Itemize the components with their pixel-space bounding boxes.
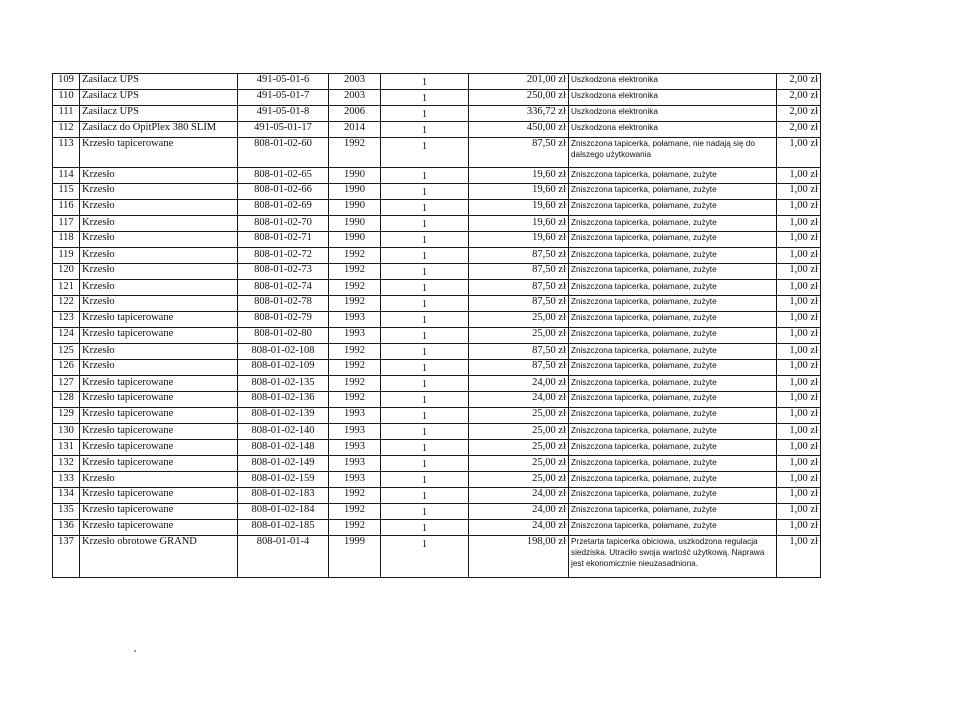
initial-value: 19,60 zł [469, 184, 569, 200]
quantity: 1 [381, 424, 469, 440]
sale-price: 2,00 zł [777, 74, 821, 90]
initial-value: 25,00 zł [469, 440, 569, 456]
item-name: Krzesło tapicerowane [80, 520, 238, 536]
table-row [53, 200, 821, 216]
quantity: 1 [381, 138, 469, 168]
initial-value: 87,50 zł [469, 296, 569, 312]
item-name: Krzesło [80, 360, 238, 376]
quantity: 1 [381, 440, 469, 456]
initial-value: 87,50 zł [469, 138, 569, 168]
item-name: Krzesło [80, 248, 238, 264]
row-number: 127 [53, 376, 80, 392]
inventory-number: 808-01-02-78 [238, 296, 329, 312]
condition-reason: Zniszczona tapicerka, połamane, zużyte [569, 280, 777, 296]
row-number: 120 [53, 264, 80, 280]
sale-price: 1,00 zł [777, 264, 821, 280]
initial-value: 19,60 zł [469, 232, 569, 248]
row-number: 129 [53, 408, 80, 424]
condition-reason: Zniszczona tapicerka, połamane, zużyte [569, 168, 777, 184]
inventory-number: 808-01-02-79 [238, 312, 329, 328]
inventory-number: 808-01-02-73 [238, 264, 329, 280]
inventory-number: 491-05-01-17 [238, 122, 329, 138]
table-row [53, 520, 821, 536]
condition-reason: Zniszczona tapicerka, połamane, zużyte [569, 408, 777, 424]
initial-value: 198,00 zł [469, 536, 569, 578]
table-row [53, 440, 821, 456]
row-number: 128 [53, 392, 80, 408]
item-name: Krzesło [80, 344, 238, 360]
sale-price: 1,00 zł [777, 440, 821, 456]
inventory-number: 808-01-02-69 [238, 200, 329, 216]
initial-value: 19,60 zł [469, 200, 569, 216]
sale-price: 1,00 zł [777, 184, 821, 200]
condition-reason: Uszkodzona elektronika [569, 74, 777, 90]
acquisition-year: 1990 [329, 200, 381, 216]
condition-reason: Zniszczona tapicerka, połamane, zużyte [569, 472, 777, 488]
sale-price: 1,00 zł [777, 472, 821, 488]
inventory-number: 808-01-02-70 [238, 216, 329, 232]
sale-price: 1,00 zł [777, 328, 821, 344]
item-name: Zasilacz do OpitPlex 380 SLIM [80, 122, 238, 138]
initial-value: 336,72 zł [469, 106, 569, 122]
item-name: Krzesło [80, 232, 238, 248]
row-number: 116 [53, 200, 80, 216]
initial-value: 250,00 zł [469, 90, 569, 106]
acquisition-year: 2006 [329, 106, 381, 122]
sale-price: 1,00 zł [777, 168, 821, 184]
quantity: 1 [381, 168, 469, 184]
condition-reason: Zniszczona tapicerka, połamane, nie nadają się do dalszego użytkowania [569, 138, 777, 168]
table-row [53, 90, 821, 106]
inventory-number: 808-01-02-71 [238, 232, 329, 248]
acquisition-year: 1993 [329, 328, 381, 344]
initial-value: 87,50 zł [469, 360, 569, 376]
inventory-number: 808-01-02-135 [238, 376, 329, 392]
acquisition-year: 2014 [329, 122, 381, 138]
quantity: 1 [381, 536, 469, 578]
initial-value: 24,00 zł [469, 488, 569, 504]
acquisition-year: 1990 [329, 184, 381, 200]
sale-price: 1,00 zł [777, 488, 821, 504]
quantity: 1 [381, 312, 469, 328]
row-number: 136 [53, 520, 80, 536]
inventory-table [52, 73, 821, 578]
sale-price: 1,00 zł [777, 536, 821, 578]
quantity: 1 [381, 200, 469, 216]
condition-reason: Zniszczona tapicerka, połamane, zużyte [569, 520, 777, 536]
inventory-number: 808-01-02-80 [238, 328, 329, 344]
quantity: 1 [381, 408, 469, 424]
item-name: Krzesło [80, 296, 238, 312]
item-name: Krzesło obrotowe GRAND [80, 536, 238, 578]
item-name: Krzesło [80, 264, 238, 280]
table-row [53, 248, 821, 264]
row-number: 131 [53, 440, 80, 456]
item-name: Krzesło tapicerowane [80, 440, 238, 456]
acquisition-year: 1992 [329, 264, 381, 280]
item-name: Krzesło [80, 168, 238, 184]
item-name: Zasilacz UPS [80, 74, 238, 90]
inventory-number: 808-01-02-108 [238, 344, 329, 360]
sale-price: 1,00 zł [777, 200, 821, 216]
initial-value: 87,50 zł [469, 280, 569, 296]
sale-price: 1,00 zł [777, 376, 821, 392]
item-name: Krzesło tapicerowane [80, 504, 238, 520]
acquisition-year: 1992 [329, 504, 381, 520]
row-number: 135 [53, 504, 80, 520]
table-row [53, 328, 821, 344]
row-number: 117 [53, 216, 80, 232]
acquisition-year: 1992 [329, 138, 381, 168]
initial-value: 25,00 zł [469, 328, 569, 344]
table-row [53, 296, 821, 312]
row-number: 130 [53, 424, 80, 440]
quantity: 1 [381, 90, 469, 106]
item-name: Krzesło [80, 184, 238, 200]
initial-value: 25,00 zł [469, 312, 569, 328]
row-number: 124 [53, 328, 80, 344]
sale-price: 1,00 zł [777, 504, 821, 520]
initial-value: 450,00 zł [469, 122, 569, 138]
table-row [53, 168, 821, 184]
initial-value: 24,00 zł [469, 504, 569, 520]
condition-reason: Zniszczona tapicerka, połamane, zużyte [569, 200, 777, 216]
inventory-number: 808-01-02-185 [238, 520, 329, 536]
row-number: 115 [53, 184, 80, 200]
sale-price: 1,00 zł [777, 392, 821, 408]
item-name: Krzesło [80, 200, 238, 216]
item-name: Krzesło [80, 280, 238, 296]
acquisition-year: 1992 [329, 520, 381, 536]
item-name: Krzesło tapicerowane [80, 408, 238, 424]
acquisition-year: 2003 [329, 74, 381, 90]
acquisition-year: 1993 [329, 472, 381, 488]
acquisition-year: 1990 [329, 168, 381, 184]
item-name: Krzesło tapicerowane [80, 424, 238, 440]
row-number: 118 [53, 232, 80, 248]
sale-price: 1,00 zł [777, 312, 821, 328]
item-name: Krzesło [80, 216, 238, 232]
quantity: 1 [381, 520, 469, 536]
acquisition-year: 1993 [329, 424, 381, 440]
inventory-number: 808-01-02-159 [238, 472, 329, 488]
acquisition-year: 1993 [329, 312, 381, 328]
inventory-number: 808-01-02-74 [238, 280, 329, 296]
table-body [53, 74, 821, 578]
acquisition-year: 1992 [329, 248, 381, 264]
table-row [53, 456, 821, 472]
acquisition-year: 2003 [329, 90, 381, 106]
quantity: 1 [381, 280, 469, 296]
table-row [53, 424, 821, 440]
sale-price: 2,00 zł [777, 90, 821, 106]
item-name: Krzesło tapicerowane [80, 488, 238, 504]
acquisition-year: 1993 [329, 456, 381, 472]
sale-price: 1,00 zł [777, 456, 821, 472]
item-name: Krzesło tapicerowane [80, 456, 238, 472]
condition-reason: Zniszczona tapicerka, połamane, zużyte [569, 456, 777, 472]
quantity: 1 [381, 122, 469, 138]
inventory-number: 808-01-02-139 [238, 408, 329, 424]
initial-value: 201,00 zł [469, 74, 569, 90]
table-row [53, 376, 821, 392]
quantity: 1 [381, 216, 469, 232]
quantity: 1 [381, 456, 469, 472]
condition-reason: Zniszczona tapicerka, połamane, zużyte [569, 504, 777, 520]
condition-reason: Zniszczona tapicerka, połamane, zużyte [569, 376, 777, 392]
condition-reason: Zniszczona tapicerka, połamane, zużyte [569, 312, 777, 328]
condition-reason: Zniszczona tapicerka, połamane, zużyte [569, 264, 777, 280]
row-number: 134 [53, 488, 80, 504]
inventory-number: 808-01-02-136 [238, 392, 329, 408]
quantity: 1 [381, 248, 469, 264]
sale-price: 1,00 zł [777, 248, 821, 264]
item-name: Krzesło tapicerowane [80, 328, 238, 344]
table-row [53, 392, 821, 408]
table-row [53, 216, 821, 232]
condition-reason: Zniszczona tapicerka, połamane, zużyte [569, 184, 777, 200]
acquisition-year: 1992 [329, 280, 381, 296]
acquisition-year: 1990 [329, 232, 381, 248]
initial-value: 25,00 zł [469, 472, 569, 488]
table-row [53, 312, 821, 328]
row-number: 113 [53, 138, 80, 168]
table-row [53, 488, 821, 504]
table-row [53, 408, 821, 424]
item-name: Krzesło tapicerowane [80, 138, 238, 168]
row-number: 119 [53, 248, 80, 264]
inventory-number: 808-01-02-65 [238, 168, 329, 184]
row-number: 121 [53, 280, 80, 296]
initial-value: 87,50 zł [469, 248, 569, 264]
quantity: 1 [381, 504, 469, 520]
sale-price: 1,00 zł [777, 520, 821, 536]
quantity: 1 [381, 74, 469, 90]
inventory-number: 491-05-01-6 [238, 74, 329, 90]
quantity: 1 [381, 472, 469, 488]
row-number: 111 [53, 106, 80, 122]
table-row [53, 344, 821, 360]
table-row [53, 504, 821, 520]
table-row [53, 360, 821, 376]
inventory-number: 808-01-02-183 [238, 488, 329, 504]
row-number: 137 [53, 536, 80, 578]
acquisition-year: 1992 [329, 392, 381, 408]
condition-reason: Uszkodzona elektronika [569, 106, 777, 122]
condition-reason: Uszkodzona elektronika [569, 90, 777, 106]
condition-reason: Zniszczona tapicerka, połamane, zużyte [569, 424, 777, 440]
table-row [53, 184, 821, 200]
condition-reason: Zniszczona tapicerka, połamane, zużyte [569, 344, 777, 360]
row-number: 110 [53, 90, 80, 106]
row-number: 122 [53, 296, 80, 312]
condition-reason: Zniszczona tapicerka, połamane, zużyte [569, 392, 777, 408]
item-name: Zasilacz UPS [80, 90, 238, 106]
quantity: 1 [381, 296, 469, 312]
initial-value: 24,00 zł [469, 520, 569, 536]
row-number: 109 [53, 74, 80, 90]
row-number: 114 [53, 168, 80, 184]
quantity: 1 [381, 264, 469, 280]
condition-reason: Zniszczona tapicerka, połamane, zużyte [569, 248, 777, 264]
sale-price: 1,00 zł [777, 216, 821, 232]
initial-value: 24,00 zł [469, 392, 569, 408]
condition-reason: Uszkodzona elektronika [569, 122, 777, 138]
item-name: Zasilacz UPS [80, 106, 238, 122]
sale-price: 1,00 zł [777, 232, 821, 248]
sale-price: 1,00 zł [777, 280, 821, 296]
quantity: 1 [381, 106, 469, 122]
inventory-number: 808-01-02-109 [238, 360, 329, 376]
table-row [53, 264, 821, 280]
table-row [53, 106, 821, 122]
scan-speck [134, 650, 136, 652]
quantity: 1 [381, 344, 469, 360]
inventory-number: 808-01-02-60 [238, 138, 329, 168]
inventory-number: 808-01-02-184 [238, 504, 329, 520]
sale-price: 2,00 zł [777, 106, 821, 122]
item-name: Krzesło tapicerowane [80, 312, 238, 328]
inventory-number: 808-01-02-149 [238, 456, 329, 472]
acquisition-year: 1992 [329, 376, 381, 392]
row-number: 123 [53, 312, 80, 328]
condition-reason: Przetarta tapicerka obiciowa, uszkodzona regulacja siedziska. Utraciło swoja wartość użytkową. Naprawa jest ekonomicznie nieuzasadniona. [569, 536, 777, 578]
inventory-number: 491-05-01-8 [238, 106, 329, 122]
inventory-number: 808-01-02-66 [238, 184, 329, 200]
condition-reason: Zniszczona tapicerka, połamane, zużyte [569, 216, 777, 232]
condition-reason: Zniszczona tapicerka, połamane, zużyte [569, 440, 777, 456]
initial-value: 25,00 zł [469, 424, 569, 440]
row-number: 112 [53, 122, 80, 138]
acquisition-year: 1992 [329, 344, 381, 360]
acquisition-year: 1992 [329, 488, 381, 504]
row-number: 133 [53, 472, 80, 488]
acquisition-year: 1992 [329, 296, 381, 312]
acquisition-year: 1993 [329, 408, 381, 424]
condition-reason: Zniszczona tapicerka, połamane, zużyte [569, 328, 777, 344]
inventory-number: 808-01-02-140 [238, 424, 329, 440]
condition-reason: Zniszczona tapicerka, połamane, zużyte [569, 296, 777, 312]
sale-price: 1,00 zł [777, 360, 821, 376]
inventory-number: 808-01-02-72 [238, 248, 329, 264]
sale-price: 1,00 zł [777, 296, 821, 312]
acquisition-year: 1990 [329, 216, 381, 232]
initial-value: 25,00 zł [469, 408, 569, 424]
quantity: 1 [381, 232, 469, 248]
inventory-number: 808-01-01-4 [238, 536, 329, 578]
sale-price: 2,00 zł [777, 122, 821, 138]
quantity: 1 [381, 488, 469, 504]
inventory-number: 808-01-02-148 [238, 440, 329, 456]
sale-price: 1,00 zł [777, 138, 821, 168]
initial-value: 87,50 zł [469, 344, 569, 360]
condition-reason: Zniszczona tapicerka, połamane, zużyte [569, 232, 777, 248]
table-row [53, 280, 821, 296]
condition-reason: Zniszczona tapicerka, połamane, zużyte [569, 360, 777, 376]
initial-value: 19,60 zł [469, 168, 569, 184]
acquisition-year: 1993 [329, 440, 381, 456]
acquisition-year: 1992 [329, 360, 381, 376]
table-row [53, 536, 821, 578]
acquisition-year: 1999 [329, 536, 381, 578]
condition-reason: Zniszczona tapicerka, połamane, zużyte [569, 488, 777, 504]
table-row [53, 122, 821, 138]
initial-value: 25,00 zł [469, 456, 569, 472]
quantity: 1 [381, 184, 469, 200]
quantity: 1 [381, 360, 469, 376]
row-number: 132 [53, 456, 80, 472]
item-name: Krzesło tapicerowane [80, 376, 238, 392]
row-number: 126 [53, 360, 80, 376]
table-row [53, 232, 821, 248]
initial-value: 24,00 zł [469, 376, 569, 392]
quantity: 1 [381, 376, 469, 392]
initial-value: 19,60 zł [469, 216, 569, 232]
sale-price: 1,00 zł [777, 344, 821, 360]
table-row [53, 472, 821, 488]
item-name: Krzesło tapicerowane [80, 392, 238, 408]
inventory-number: 491-05-01-7 [238, 90, 329, 106]
sale-price: 1,00 zł [777, 408, 821, 424]
sale-price: 1,00 zł [777, 424, 821, 440]
table-row [53, 138, 821, 168]
quantity: 1 [381, 392, 469, 408]
quantity: 1 [381, 328, 469, 344]
initial-value: 87,50 zł [469, 264, 569, 280]
item-name: Krzesło [80, 472, 238, 488]
row-number: 125 [53, 344, 80, 360]
table-row [53, 74, 821, 90]
